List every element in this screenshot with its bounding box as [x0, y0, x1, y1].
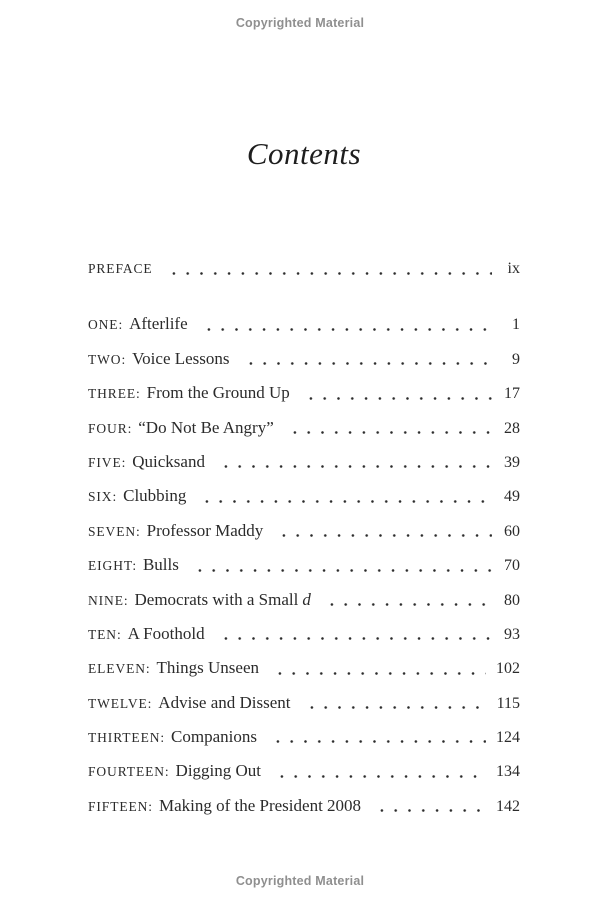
page-number: 60	[504, 522, 520, 540]
page-title: Contents	[246, 136, 362, 171]
toc-row	[88, 514, 520, 548]
chapter-title: Professor Maddy	[146, 520, 264, 540]
copyright-notice-top: Copyrighted Material	[235, 16, 365, 30]
page-number: 142	[496, 797, 520, 815]
toc-row	[88, 307, 520, 341]
page-number: 80	[504, 591, 520, 609]
chapter-title: Making of the President 2008	[158, 795, 362, 815]
chapter-label: TWELVE:	[88, 695, 153, 711]
chapter-title: “Do Not Be Angry”	[138, 417, 274, 437]
chapter-title: Advise and Dissent	[158, 692, 291, 712]
toc-row	[88, 342, 520, 376]
chapter-title: Clubbing	[123, 486, 187, 506]
dot-leader	[216, 445, 492, 479]
dot-leader	[302, 686, 487, 720]
page-number: 28	[504, 419, 520, 437]
chapter-label: TWO:	[88, 351, 127, 367]
chapter-label: ONE:	[88, 317, 124, 333]
dot-leader	[190, 548, 492, 582]
chapter-label: FIFTEEN:	[88, 798, 153, 814]
chapter-title: From the Ground Up	[146, 383, 290, 403]
chapter-title: Democrats with a Small	[134, 589, 299, 609]
chapter-title: Afterlife	[129, 314, 188, 334]
toc-row	[88, 686, 520, 720]
page-number: 17	[504, 385, 520, 403]
page-number: 39	[504, 453, 520, 471]
dot-leader	[197, 479, 492, 513]
dot-leader	[272, 754, 486, 788]
chapter-title: Digging Out	[175, 761, 262, 781]
page-number: 102	[496, 660, 520, 678]
page-number: 9	[512, 350, 520, 368]
toc-row	[88, 583, 520, 617]
dot-leader	[274, 514, 492, 548]
toc-row	[88, 720, 520, 754]
toc-row-preface	[88, 252, 520, 286]
chapter-title: A Foothold	[127, 623, 205, 643]
chapter-label: TEN:	[88, 626, 122, 642]
chapter-title: Voice Lessons	[132, 348, 230, 368]
dot-leader	[216, 617, 492, 651]
chapter-label: FOURTEEN:	[88, 764, 170, 780]
toc-row	[88, 411, 520, 445]
dot-leader	[241, 342, 492, 376]
toc-row	[88, 445, 520, 479]
dot-leader	[285, 411, 492, 445]
chapter-label: THREE:	[88, 386, 141, 402]
chapter-title: Companions	[171, 727, 257, 747]
page-number: 49	[504, 488, 520, 506]
toc-row	[88, 479, 520, 513]
dot-leader	[164, 252, 492, 286]
chapter-label: THIRTEEN:	[88, 730, 166, 746]
chapter-title: Things Unseen	[156, 658, 260, 678]
chapter-label: EIGHT:	[88, 558, 137, 574]
chapter-title-italic: d	[302, 589, 311, 609]
preface-label: PREFACE	[88, 261, 153, 276]
page-number: 93	[504, 625, 520, 643]
toc-row	[88, 548, 520, 582]
toc-row	[88, 754, 520, 788]
dot-leader	[270, 651, 486, 685]
page-number: 124	[496, 729, 520, 747]
chapter-title: Quicksand	[132, 451, 205, 471]
page-number: ix	[507, 260, 520, 277]
chapter-title: Bulls	[142, 555, 179, 575]
chapter-label: SEVEN:	[88, 523, 141, 539]
page-number: 1	[512, 316, 520, 334]
page-number: 115	[496, 694, 520, 712]
table-of-contents	[88, 252, 520, 823]
chapter-label: NINE:	[88, 592, 129, 608]
toc-row	[88, 617, 520, 651]
copyright-notice-bottom: Copyrighted Material	[235, 874, 365, 888]
toc-row	[88, 376, 520, 410]
dot-leader	[372, 789, 486, 823]
toc-row	[88, 651, 520, 685]
chapter-label: FOUR:	[88, 420, 133, 436]
chapter-label: FIVE:	[88, 454, 127, 470]
dot-leader	[301, 376, 492, 410]
toc-row	[88, 789, 520, 823]
dot-leader	[199, 307, 492, 341]
chapter-label: SIX:	[88, 489, 118, 505]
page-number: 134	[496, 763, 520, 781]
page-number: 70	[504, 557, 520, 575]
dot-leader	[268, 720, 486, 754]
chapter-label: ELEVEN:	[88, 661, 151, 677]
dot-leader	[322, 583, 492, 617]
